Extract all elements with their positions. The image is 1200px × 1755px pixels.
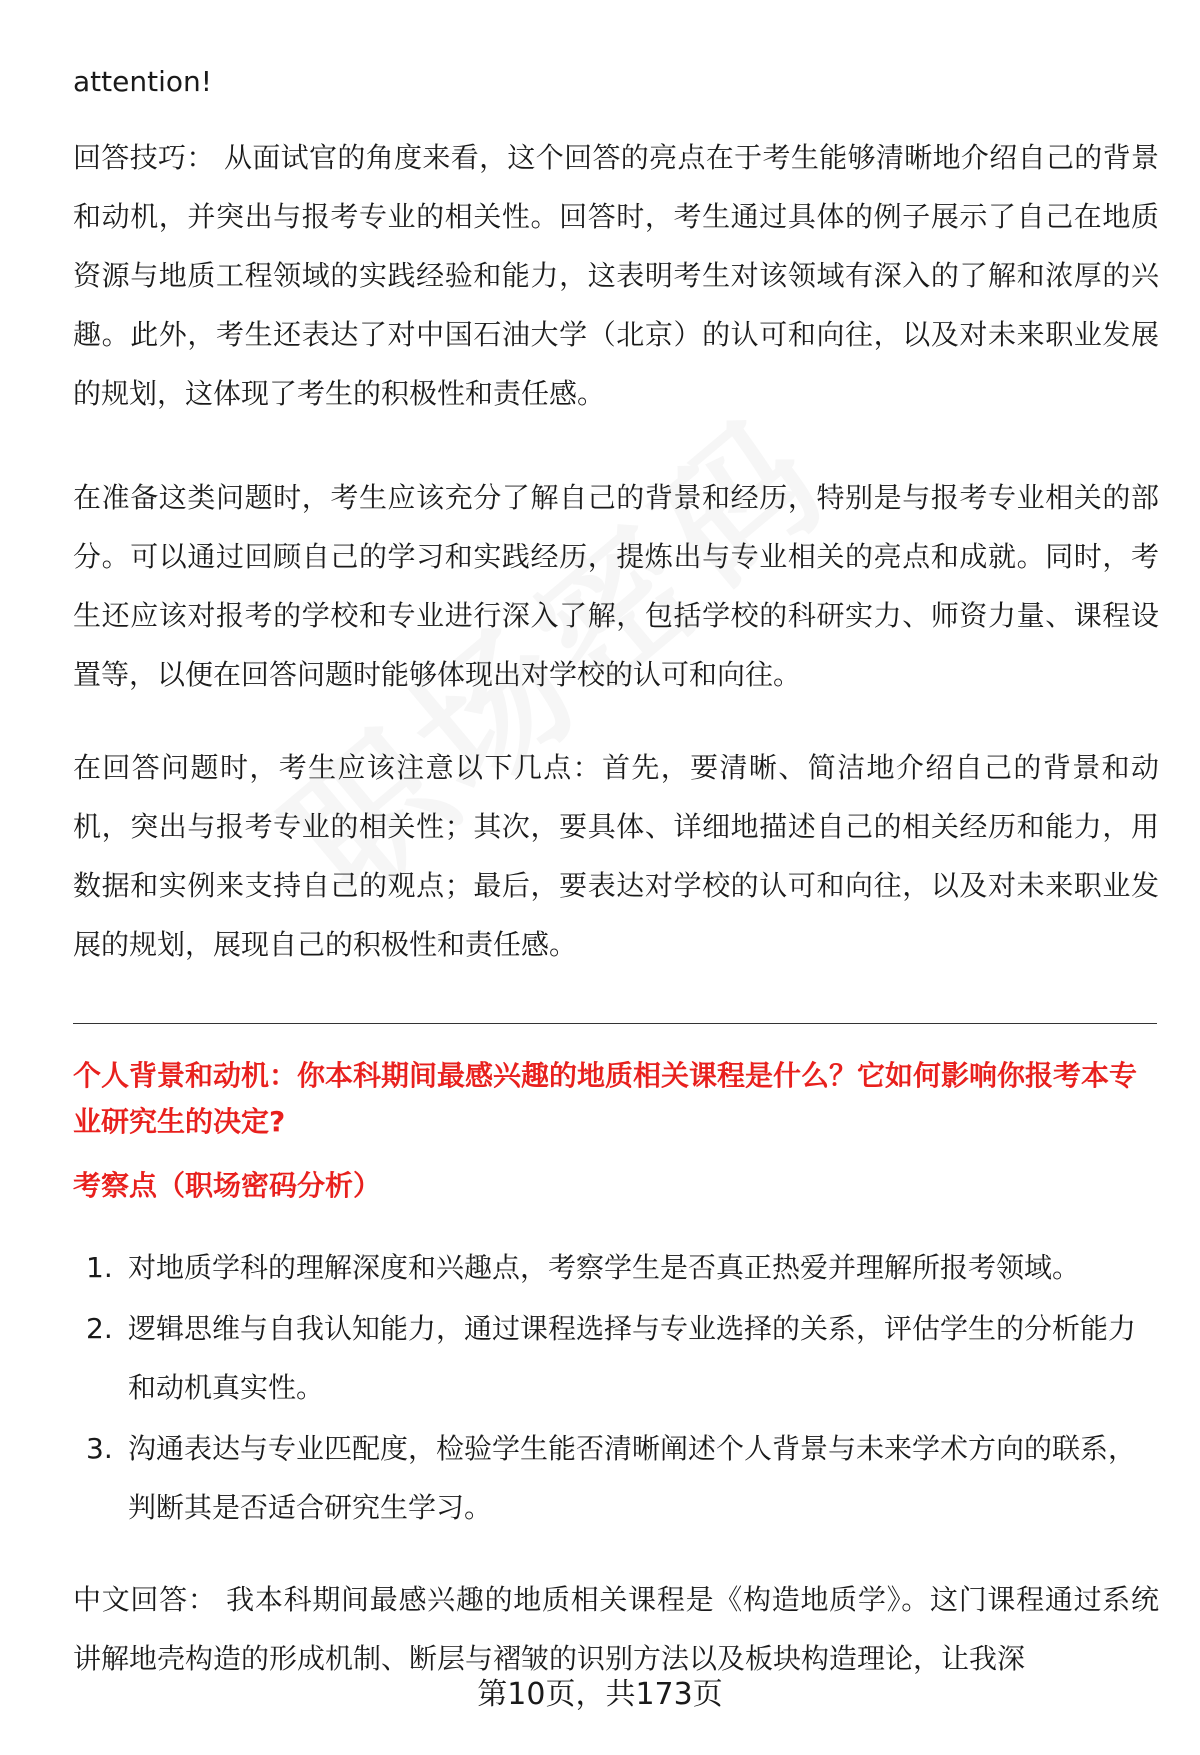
list-item bbox=[73, 1419, 1159, 1537]
list-item-number: 3. bbox=[86, 1432, 113, 1465]
question-title: 个人背景和动机：你本科期间最感兴趣的地质相关课程是什么？它如何影响你报考本专业研究生的决定? bbox=[73, 1059, 1138, 1138]
paragraph-text: 中文回答： 我本科期间最感兴趣的地质相关课程是《构造地质学》。这门课程通过系统讲解地壳构造的形成机制、断层与褶皱的识别方法以及板块构造理论，让我深 bbox=[73, 1583, 1159, 1675]
paragraph-text: 在回答问题时，考生应该注意以下几点：首先，要清晰、简洁地介绍自己的背景和动机，突出与报考专业的相关性；其次，要具体、详细地描述自己的相关经历和能力，用数据和实例来支持自己的观点；最后，要表达对学校的认可和向往，以及对未来职业发展的规划，展现自己的积极性和责任感。 bbox=[73, 751, 1159, 961]
points-list bbox=[73, 1238, 1159, 1537]
list-item-text: 沟通表达与专业匹配度，检验学生能否清晰阐述个人背景与未来学术方向的联系，判断其是否适合研究生学习。 bbox=[128, 1432, 1137, 1524]
points-list-block bbox=[73, 1238, 1159, 1537]
paragraph-answer-tips bbox=[73, 128, 1159, 423]
list-item bbox=[73, 1238, 1159, 1297]
list-item-text: 对地质学科的理解深度和兴趣点，考察学生是否真正热爱并理解所报考领域。 bbox=[128, 1251, 1081, 1284]
paragraph-attention bbox=[73, 52, 1159, 111]
question-subtitle-block bbox=[73, 1163, 1159, 1209]
paragraph-text: attention! bbox=[73, 65, 212, 98]
paragraph-notes bbox=[73, 738, 1159, 974]
paragraph-text: 在准备这类问题时，考生应该充分了解自己的背景和经历，特别是与报考专业相关的部分。可以通过回顾自己的学习和实践经历，提炼出与专业相关的亮点和成就。同时，考生还应该对报考的学校和专业进行深入了解，包括学校的科研实力、师资力量、课程设置等，以便在回答问题时能够体现出对学校的认可和向往。 bbox=[73, 481, 1159, 691]
question-title-block bbox=[73, 1053, 1159, 1145]
paragraph-text: 回答技巧： 从面试官的角度来看，这个回答的亮点在于考生能够清晰地介绍自己的背景和动机，并突出与报考专业的相关性。回答时，考生通过具体的例子展示了自己在地质资源与地质工程领域的实践经验和能力，这表明考生对该领域有深入的了解和浓厚的兴趣。此外，考生还表达了对中国石油大学（北京）的认可和向往，以及对未来职业发展的规划，这体现了考生的积极性和责任感。 bbox=[73, 141, 1159, 410]
question-subtitle: 考察点（职场密码分析） bbox=[73, 1169, 382, 1202]
list-item-text: 逻辑思维与自我认知能力，通过课程选择与专业选择的关系，评估学生的分析能力和动机真实性。 bbox=[128, 1312, 1137, 1404]
section-divider bbox=[73, 1023, 1157, 1024]
list-item-number: 1. bbox=[86, 1251, 113, 1284]
paragraph-preparation bbox=[73, 468, 1159, 704]
list-item bbox=[73, 1299, 1159, 1417]
list-item-number: 2. bbox=[86, 1312, 113, 1345]
page-number: 第10页，共173页 bbox=[477, 1677, 723, 1712]
